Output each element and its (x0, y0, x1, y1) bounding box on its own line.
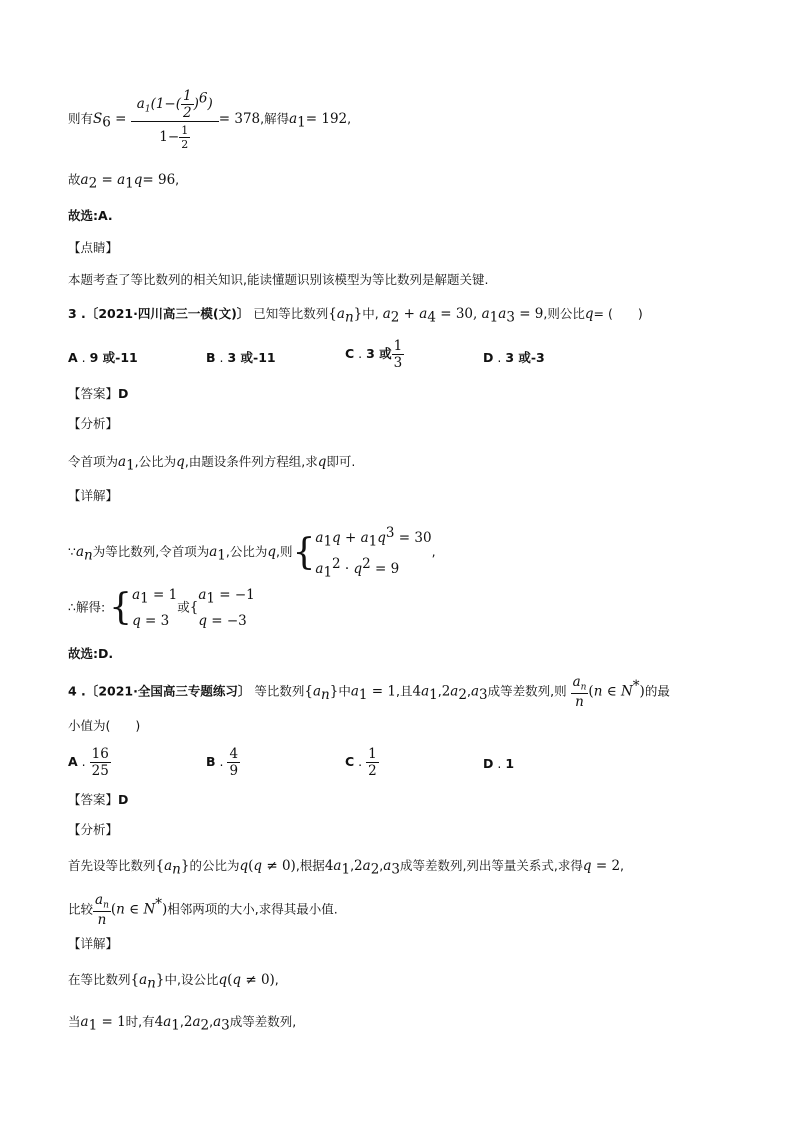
q3-analysis-text: 令首项为$a_1$,公比为q,由题设条件列方程组,求q即可. (68, 454, 356, 474)
q3-detail-tag: 【详解】 (68, 488, 119, 503)
q4-stem: 4 .〔2021·全国高三专题练习〕 等比数列$\{a_n\}$中$a_1 = 1$,且$4a_1,2a_2,a_3$成等差数列,则 $\frac{a_n}{n}$ (n ∈ N*)的最 (68, 674, 670, 710)
comment-tag: 【点睛】 (68, 240, 119, 255)
q4-analysis-line1: 首先设等比数列$\{a_n\}$的公比为q(q ≠ 0),根据$4a_1,2a_2,a_3$成等差数列,列出等量关系式,求得q = 2, (68, 858, 625, 878)
s6-equation-line: 则有$S_6$ = $a_1(1-$( $\frac{1}{2}$ )$^6$) 1− $\frac{1}{2}$ = 378,解得$a_1= 192$, (68, 88, 352, 151)
s6-value: = 378 (218, 111, 261, 127)
q3-option-d: D . 3 或-3 (483, 350, 545, 365)
q4-number: 4 (68, 683, 77, 699)
q3-option-a: A . 9 或-11 (68, 350, 138, 365)
q3-solution: ∴解得: { $a_1 = 1$ q = 3 或{ $a_1 = -1$ q = −3 (68, 586, 255, 629)
q4-detail-line2: 当$a_1 = 1$时,有$4a_1,2a_2,a_3$成等差数列, (68, 1014, 297, 1034)
a2-line: 故$a_2 = a_1q= 96$, (68, 172, 180, 192)
q4-analysis-line2: 比较 $\frac{a_n}{n}$ (n ∈ N*)相邻两项的大小,求得其最小值. (68, 892, 338, 928)
q4-detail-tag: 【详解】 (68, 936, 119, 951)
q4-answer: 【答案】D (68, 792, 129, 807)
q4-stem-cont: 小值为( ) (68, 718, 141, 733)
comment-text: 本题考查了等比数列的相关知识,能读懂题识别该模型为等比数列是解题关键. (68, 272, 489, 287)
q4-option-c: C . $\frac{1}{2}$ (345, 746, 377, 779)
q3-source: 2021·四川高三一模(文) (98, 306, 237, 321)
q3-analysis-tag: 【分析】 (68, 416, 119, 431)
q4-option-a: A . $\frac{16}{25}$ (68, 746, 109, 779)
q3-answer: 【答案】D (68, 386, 129, 401)
q3-stem: 3 .〔2021·四川高三一模(文)〕 已知等比数列$\{a_n\}$中, $a_2 + a_4 = 30$, $a_1a_3 = 9$,则公比q= ( ) (68, 306, 643, 326)
q4-detail-line1: 在等比数列$\{a_n\}$中,设公比q(q ≠ 0), (68, 972, 279, 992)
a2-value: = 96 (142, 172, 176, 188)
q4-source: 2021·全国高三专题练习 (98, 683, 238, 699)
q3-number: 3 (68, 306, 77, 321)
solve-result-text: ,解得 (260, 111, 290, 126)
then-have-text: 则有 (68, 111, 94, 126)
q3-option-b: B . 3 或-11 (206, 350, 276, 365)
choose-a-line: 故选:A. (68, 208, 113, 223)
q4-option-b: B . $\frac{4}{9}$ (206, 746, 239, 779)
q3-detail-system: $\because a_n$为等比数列,令首项为$a_1$,公比为q,则{ $a_1q + a_1q^3 = 30$ $a_1^2 \cdot q^2 = 9$ , (68, 525, 436, 581)
a1-value: = 192 (305, 111, 348, 127)
q4-option-d: D . 1 (483, 756, 515, 771)
q3-choose: 故选:D. (68, 646, 114, 661)
q3-option-c: C . 3 或 $\frac{1}{3}$ (345, 338, 403, 371)
s6-fraction: $a_1(1-$( $\frac{1}{2}$ )$^6$) 1− $\frac{1}{2}$ (131, 88, 219, 151)
q4-analysis-tag: 【分析】 (68, 822, 119, 837)
